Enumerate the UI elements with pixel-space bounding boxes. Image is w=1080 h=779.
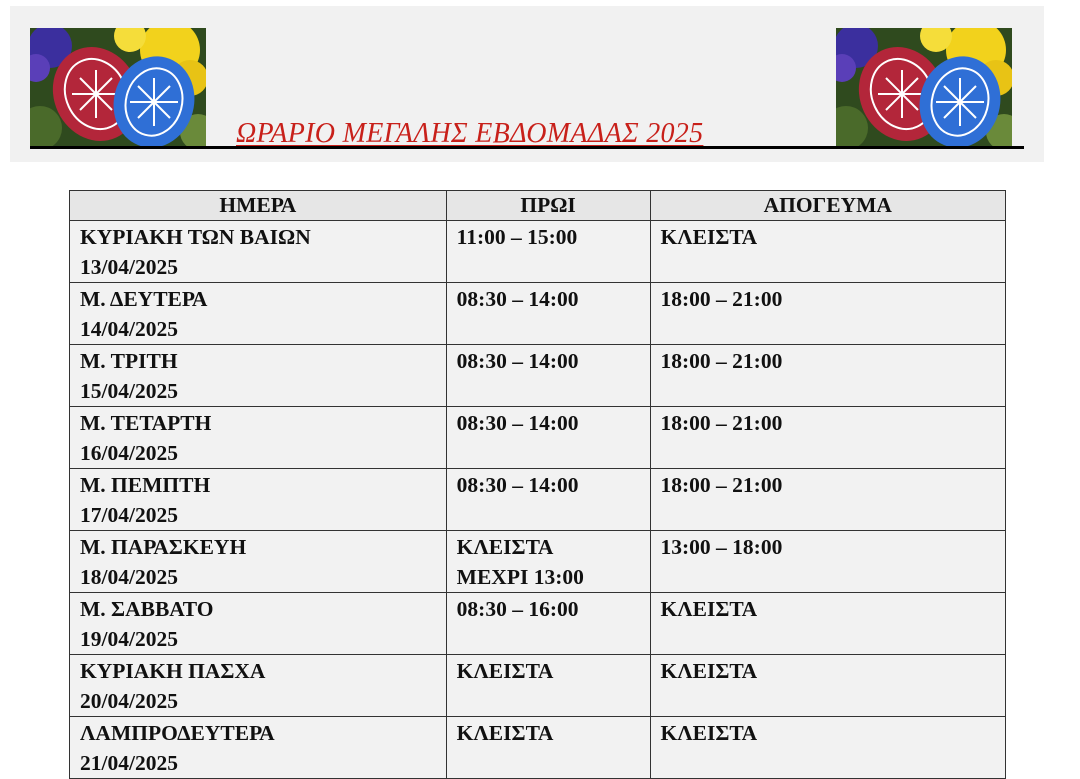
morning-hours: ΚΛΕΙΣΤΑ [456,721,554,745]
day-cell [70,593,447,655]
day-name: Μ. ΠΕΜΠΤΗ [80,473,211,497]
day-name: ΛΑΜΠΡΟΔΕΥΤΕΡΑ [80,721,275,745]
day-date: 13/04/2025 [80,254,178,279]
afternoon-hours: ΚΛΕΙΣΤΑ [660,721,758,745]
easter-eggs-icon [30,28,206,146]
afternoon-cell [650,407,1005,469]
day-date: 15/04/2025 [80,378,178,403]
morning-hours: 08:30 – 16:00 [456,597,579,621]
afternoon-cell [650,531,1005,593]
day-name: Μ. ΣΑΒΒΑΤΟ [80,597,214,621]
page-title: ΩΡΑΡΙΟ ΜΕΓΑΛΗΣ ΕΒΔΟΜΑΔΑΣ 2025 [236,118,704,149]
afternoon-hours: ΚΛΕΙΣΤΑ [660,225,758,249]
day-cell [70,407,447,469]
morning-cell [446,717,650,779]
morning-hours: 08:30 – 14:00 [456,411,579,435]
schedule-body [70,221,1006,779]
day-date: 19/04/2025 [80,626,178,651]
day-date: 20/04/2025 [80,688,178,713]
day-cell [70,531,447,593]
day-name: Μ. ΔΕΥΤΕΡΑ [80,287,208,311]
afternoon-hours: 18:00 – 21:00 [660,349,783,373]
afternoon-cell [650,717,1005,779]
morning-hours: 08:30 – 14:00 [456,473,579,497]
morning-cell [446,407,650,469]
table-row [70,345,1006,407]
table-row [70,531,1006,593]
afternoon-cell [650,469,1005,531]
table-row [70,221,1006,283]
column-header-day: ΗΜΕΡΑ [70,191,447,221]
day-name: Μ. ΠΑΡΑΣΚΕΥΗ [80,535,247,559]
morning-hours: 08:30 – 14:00 [456,349,579,373]
afternoon-hours: ΚΛΕΙΣΤΑ [660,659,758,683]
afternoon-hours: 18:00 – 21:00 [660,473,783,497]
table-row [70,469,1006,531]
day-name: ΚΥΡΙΑΚΗ ΤΩΝ ΒΑΙΩΝ [80,225,311,249]
day-cell [70,717,447,779]
afternoon-hours: 18:00 – 21:00 [660,411,783,435]
morning-cell [446,469,650,531]
day-date: 18/04/2025 [80,564,178,589]
afternoon-hours: 13:00 – 18:00 [660,535,783,559]
table-header-row [70,191,1006,221]
afternoon-cell [650,593,1005,655]
day-date: 17/04/2025 [80,502,178,527]
column-header-morning: ΠΡΩΙ [446,191,650,221]
day-name: Μ. ΤΕΤΑΡΤΗ [80,411,212,435]
morning-hours: 11:00 – 15:00 [456,225,578,249]
morning-hours: ΜΕΧΡΙ 13:00 [456,564,584,589]
day-cell [70,283,447,345]
day-date: 21/04/2025 [80,750,178,775]
morning-cell [446,655,650,717]
afternoon-hours: ΚΛΕΙΣΤΑ [660,597,758,621]
afternoon-cell [650,221,1005,283]
morning-hours: ΚΛΕΙΣΤΑ [456,659,554,683]
day-cell [70,345,447,407]
column-header-afternoon: ΑΠΟΓΕΥΜΑ [650,191,1005,221]
afternoon-cell [650,345,1005,407]
morning-cell [446,221,650,283]
table-row [70,407,1006,469]
day-cell [70,469,447,531]
day-cell [70,655,447,717]
table-row [70,717,1006,779]
table-row [70,655,1006,717]
morning-cell [446,345,650,407]
morning-hours: 08:30 – 14:00 [456,287,579,311]
easter-eggs-image-right [836,28,1012,146]
table-row [70,283,1006,345]
table-row [70,593,1006,655]
afternoon-cell [650,283,1005,345]
afternoon-hours: 18:00 – 21:00 [660,287,783,311]
day-date: 16/04/2025 [80,440,178,465]
afternoon-cell [650,655,1005,717]
morning-cell [446,531,650,593]
day-date: 14/04/2025 [80,316,178,341]
easter-eggs-image-left [30,28,206,146]
day-cell [70,221,447,283]
day-name: ΚΥΡΙΑΚΗ ΠΑΣΧΑ [80,659,266,683]
morning-hours: ΚΛΕΙΣΤΑ [456,535,554,559]
easter-eggs-icon [836,28,1012,146]
schedule-table [69,190,1006,779]
morning-cell [446,283,650,345]
day-name: Μ. ΤΡΙΤΗ [80,349,178,373]
morning-cell [446,593,650,655]
